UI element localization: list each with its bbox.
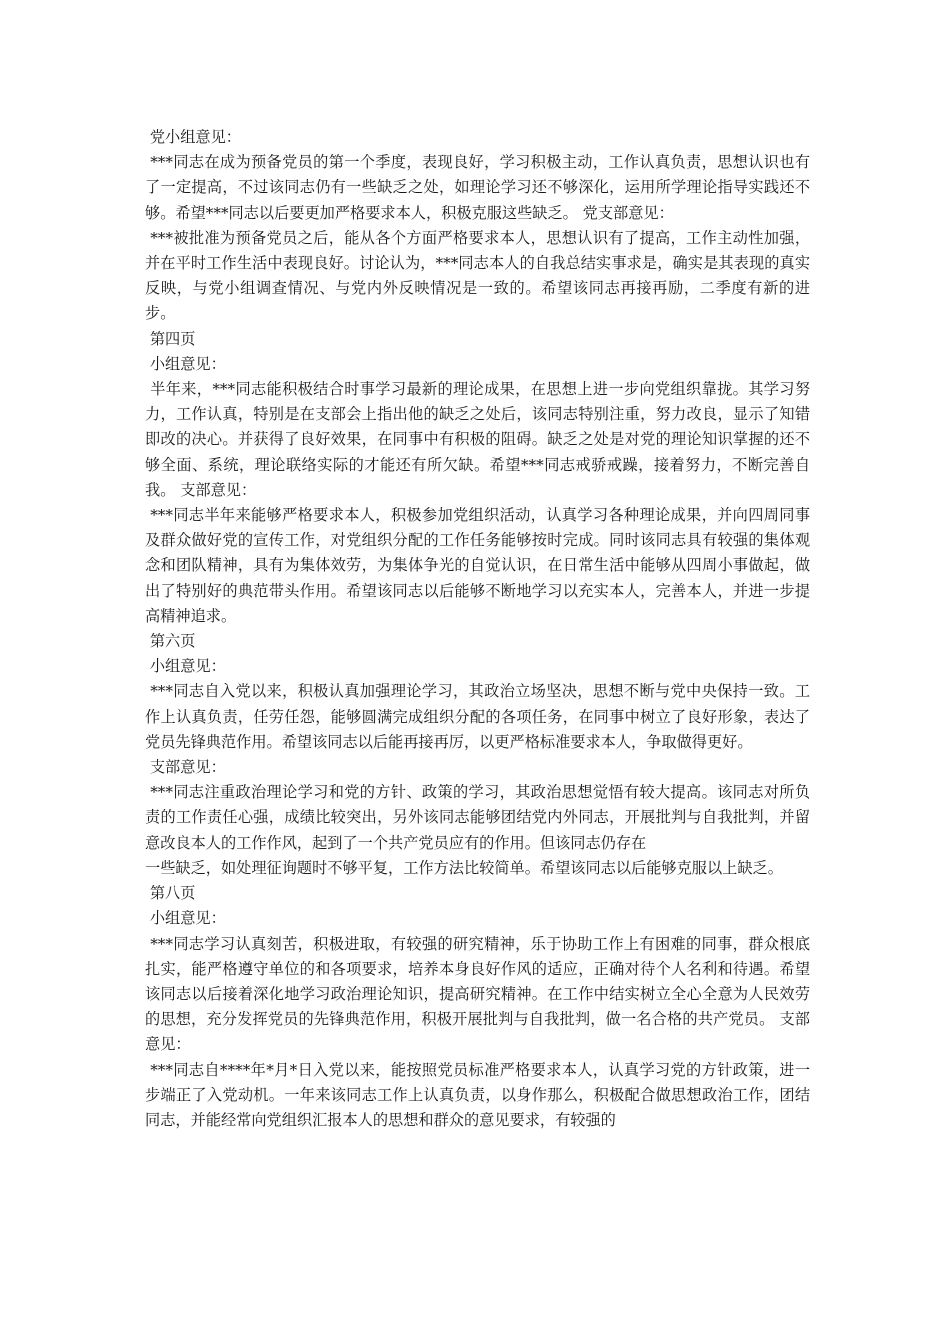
paragraph: 小组意见：	[145, 354, 226, 373]
document-body	[145, 125, 810, 1133]
paragraph: 半年来，***同志能积极结合时事学习最新的理论成果，在思想上进一步向党组织靠拢。其学习努力，工作认真，特别是在支部会上指出他的缺乏之处后，该同志特别注重，努力改良，显示了知错即改的决心。并获得了良好效果，在同事中有积极的阻碍。缺乏之处是对党的理论知识掌握的还不够全面、系统，理论联络实际的才能还有所欠缺。希望***同志戒骄戒躁，接着努力，不断完善自我。 支部意见：	[145, 380, 811, 499]
paragraph: ***被批准为预备党员之后，能从各个方面严格要求本人，思想认识有了提高，工作主动性加强，并在平时工作生活中表现良好。讨论认为，***同志本人的自我总结实事求是，确实是其表现的真实反映，与党小组调查情况、与党内外反映情况是一致的。希望该同志再接再励，二季度有新的进步。	[145, 228, 811, 323]
page-heading: 第八页	[145, 884, 196, 903]
paragraph: ***同志在成为预备党员的第一个季度，表现良好，学习积极主动，工作认真负责，思想认识也有了一定提高，不过该同志仍有一些缺乏之处，如理论学习还不够深化，运用所学理论指导实践还不够。希望***同志以后要更加严格要求本人，积极克服这些缺乏。 党支部意见：	[145, 153, 811, 222]
paragraph: ***同志半年来能够严格要求本人，积极参加党组织活动，认真学习各种理论成果，并向四周同事及群众做好党的宣传工作，对党组织分配的工作任务能够按时完成。同时该同志具有较强的集体观念和团队精神，具有为集体效劳，为集体争光的自觉认识，在日常生活中能够从四周小事做起，做出了特别好的典范带头作用。希望该同志以后能够不断地学习以充实本人，完善本人，并进一步提高精神追求。	[145, 506, 811, 625]
paragraph: ***同志自入党以来，积极认真加强理论学习，其政治立场坚决，思想不断与党中央保持一致。工作上认真负责，任劳任怨，能够圆满完成组织分配的各项任务，在同事中树立了良好形象，表达了党员先锋典范作用。希望该同志以后能再接再厉，以更严格标准要求本人，争取做得更好。	[145, 682, 811, 751]
paragraph: 一些缺乏，如处理征询题时不够平复，工作方法比较简单。希望该同志以后能够克服以上缺乏。	[145, 858, 783, 877]
paragraph: 支部意见：	[145, 758, 226, 777]
paragraph: 小组意见：	[145, 909, 226, 928]
paragraph: ***同志学习认真刻苦，积极进取，有较强的研究精神，乐于协助工作上有困难的同事，群众根底扎实，能严格遵守单位的和各项要求，培养本身良好作风的适应，正确对待个人名利和待遇。希望该同志以后接着深化地学习政治理论知识，提高研究精神。在工作中结实树立全心全意为人民效劳的思想，充分发挥党员的先锋典范作用，积极开展批判与自我批判，做一名合格的共产党员。 支部意见：	[145, 934, 811, 1054]
paragraph: 小组意见：	[145, 657, 226, 676]
page-heading: 第四页	[145, 329, 196, 348]
page-heading: 第六页	[145, 632, 196, 651]
paragraph: ***同志注重政治理论学习和党的方针、政策的学习，其政治思想觉悟有较大提高。该同志对所负责的工作责任心强，成绩比较突出，另外该同志能够团结党内外同志，开展批判与自我批判，并留意改良本人的工作作风，起到了一个共产党员应有的作用。但该同志仍存在	[145, 783, 811, 852]
paragraph: ***同志自****年*月*日入党以来，能按照党员标准严格要求本人，认真学习党的方针政策，进一步端正了入党动机。一年来该同志工作上认真负责，以身作那么，积极配合做思想政治工作，团结同志，并能经常向党组织汇报本人的思想和群众的意见要求，有较强的	[145, 1060, 811, 1129]
paragraph: 党小组意见：	[145, 128, 241, 146]
